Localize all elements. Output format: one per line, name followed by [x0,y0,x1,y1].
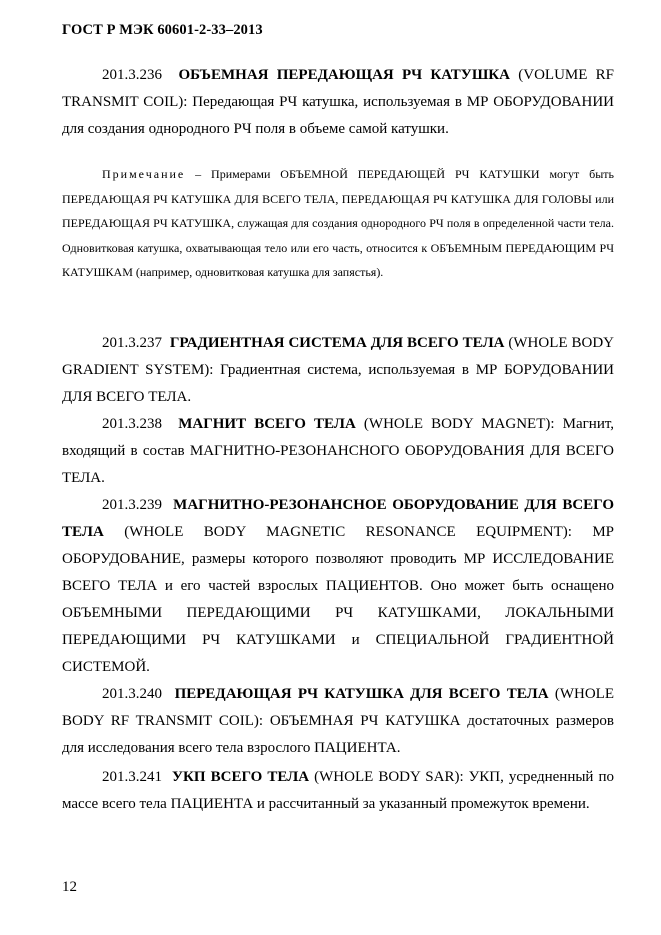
definition-201-3-241 [62,764,614,818]
note-paragraph [62,162,614,285]
clause-number: 201.3.240 [102,686,162,702]
term: ОБЪЕМНАЯ ПЕРЕДАЮЩАЯ РЧ КАТУШКА [178,67,510,83]
definition-text: (VOLUME RF TRANSMIT COIL): Передающая РЧ катушка, используемая в МР ОБОРУДОВАНИИ для создания однородного РЧ поля в объеме самой катушки. [62,67,614,137]
term: ПЕРЕДАЮЩАЯ РЧ КАТУШКА ДЛЯ ВСЕГО ТЕЛА [174,686,549,702]
standard-header: ГОСТ Р МЭК 60601-2-33–2013 [62,22,263,38]
clause-number: 201.3.237 [102,335,162,351]
definition-text: (WHOLE BODY MAGNETIC RESONANCE EQUIPMENT): МР ОБОРУДОВАНИЕ, размеры которого позволяют проводить МР ИССЛЕДОВАНИЕ ВСЕГО ТЕЛА и его частей взрослых ПАЦИЕНТОВ. Оно может быть оснащено ОБЪЕМНЫМИ ПЕРЕДАЮЩИМИ РЧ КАТУШКАМИ, ЛОКАЛЬНЫМИ ПЕРЕДАЮЩИМИ РЧ КАТУШКАМИ и СПЕЦИАЛЬНОЙ ГРАДИЕНТНОЙ СИСТЕМОЙ. [62,524,614,675]
clause-number: 201.3.236 [102,67,162,83]
definition-text: (WHOLE BODY SAR): УКП, усредненный по массе всего тела ПАЦИЕНТА и рассчитанный за указанный промежуток времени. [62,769,615,812]
definition-201-3-238 [62,411,614,492]
page-number: 12 [62,879,77,895]
term: ГРАДИЕНТНАЯ СИСТЕМА ДЛЯ ВСЕГО ТЕЛА [169,335,505,351]
definition-201-3-240 [62,681,614,762]
clause-number: 201.3.241 [102,769,162,785]
definition-text: (WHOLE BODY RF TRANSMIT COIL): ОБЪЕМНАЯ РЧ КАТУШКА достаточных размеров для исследования всего тела взрослого ПАЦИЕНТА. [62,686,615,756]
note-label: Примечание [102,167,186,181]
definition-text: (WHOLE BODY MAGNET): Магнит, входящий в состав МАГНИТНО-РЕЗОНАНСНОГО ОБОРУДОВАНИЯ ДЛЯ ВСЕГО ТЕЛА. [62,416,615,486]
clause-number: 201.3.239 [102,497,162,513]
definition-201-3-236 [62,62,614,143]
note-text: – Примерами ОБЪЕМНОЙ ПЕРЕДАЮЩЕЙ РЧ КАТУШКИ могут быть ПЕРЕДАЮЩАЯ РЧ КАТУШКА ДЛЯ ВСЕГО ТЕЛА, ПЕРЕДАЮЩАЯ РЧ КАТУШКА ДЛЯ ГОЛОВЫ или ПЕРЕДАЮЩАЯ РЧ КАТУШКА, служащая для создания однородного РЧ поля в определенной части тела. Одновитковая катушка, охватывающая тело или его часть, относится к ОБЪЕМНЫМ ПЕРЕДАЮЩИМ РЧ КАТУШКАМ (например, одновитковая катушка для запястья). [62,167,614,279]
definition-text: (WHOLE BODY GRADIENT SYSTEM): Градиентная система, используемая в МР БОРУДОВАНИИ ДЛЯ ВСЕГО ТЕЛА. [62,335,614,405]
definition-201-3-239 [62,492,614,681]
term: МАГНИТ ВСЕГО ТЕЛА [178,416,356,432]
definition-201-3-237 [62,330,614,411]
clause-number: 201.3.238 [102,416,162,432]
term: УКП ВСЕГО ТЕЛА [172,769,310,785]
term: МАГНИТНО-РЕЗОНАНСНОЕ ОБОРУДОВАНИЕ ДЛЯ ВСЕГО ТЕЛА [62,497,615,540]
